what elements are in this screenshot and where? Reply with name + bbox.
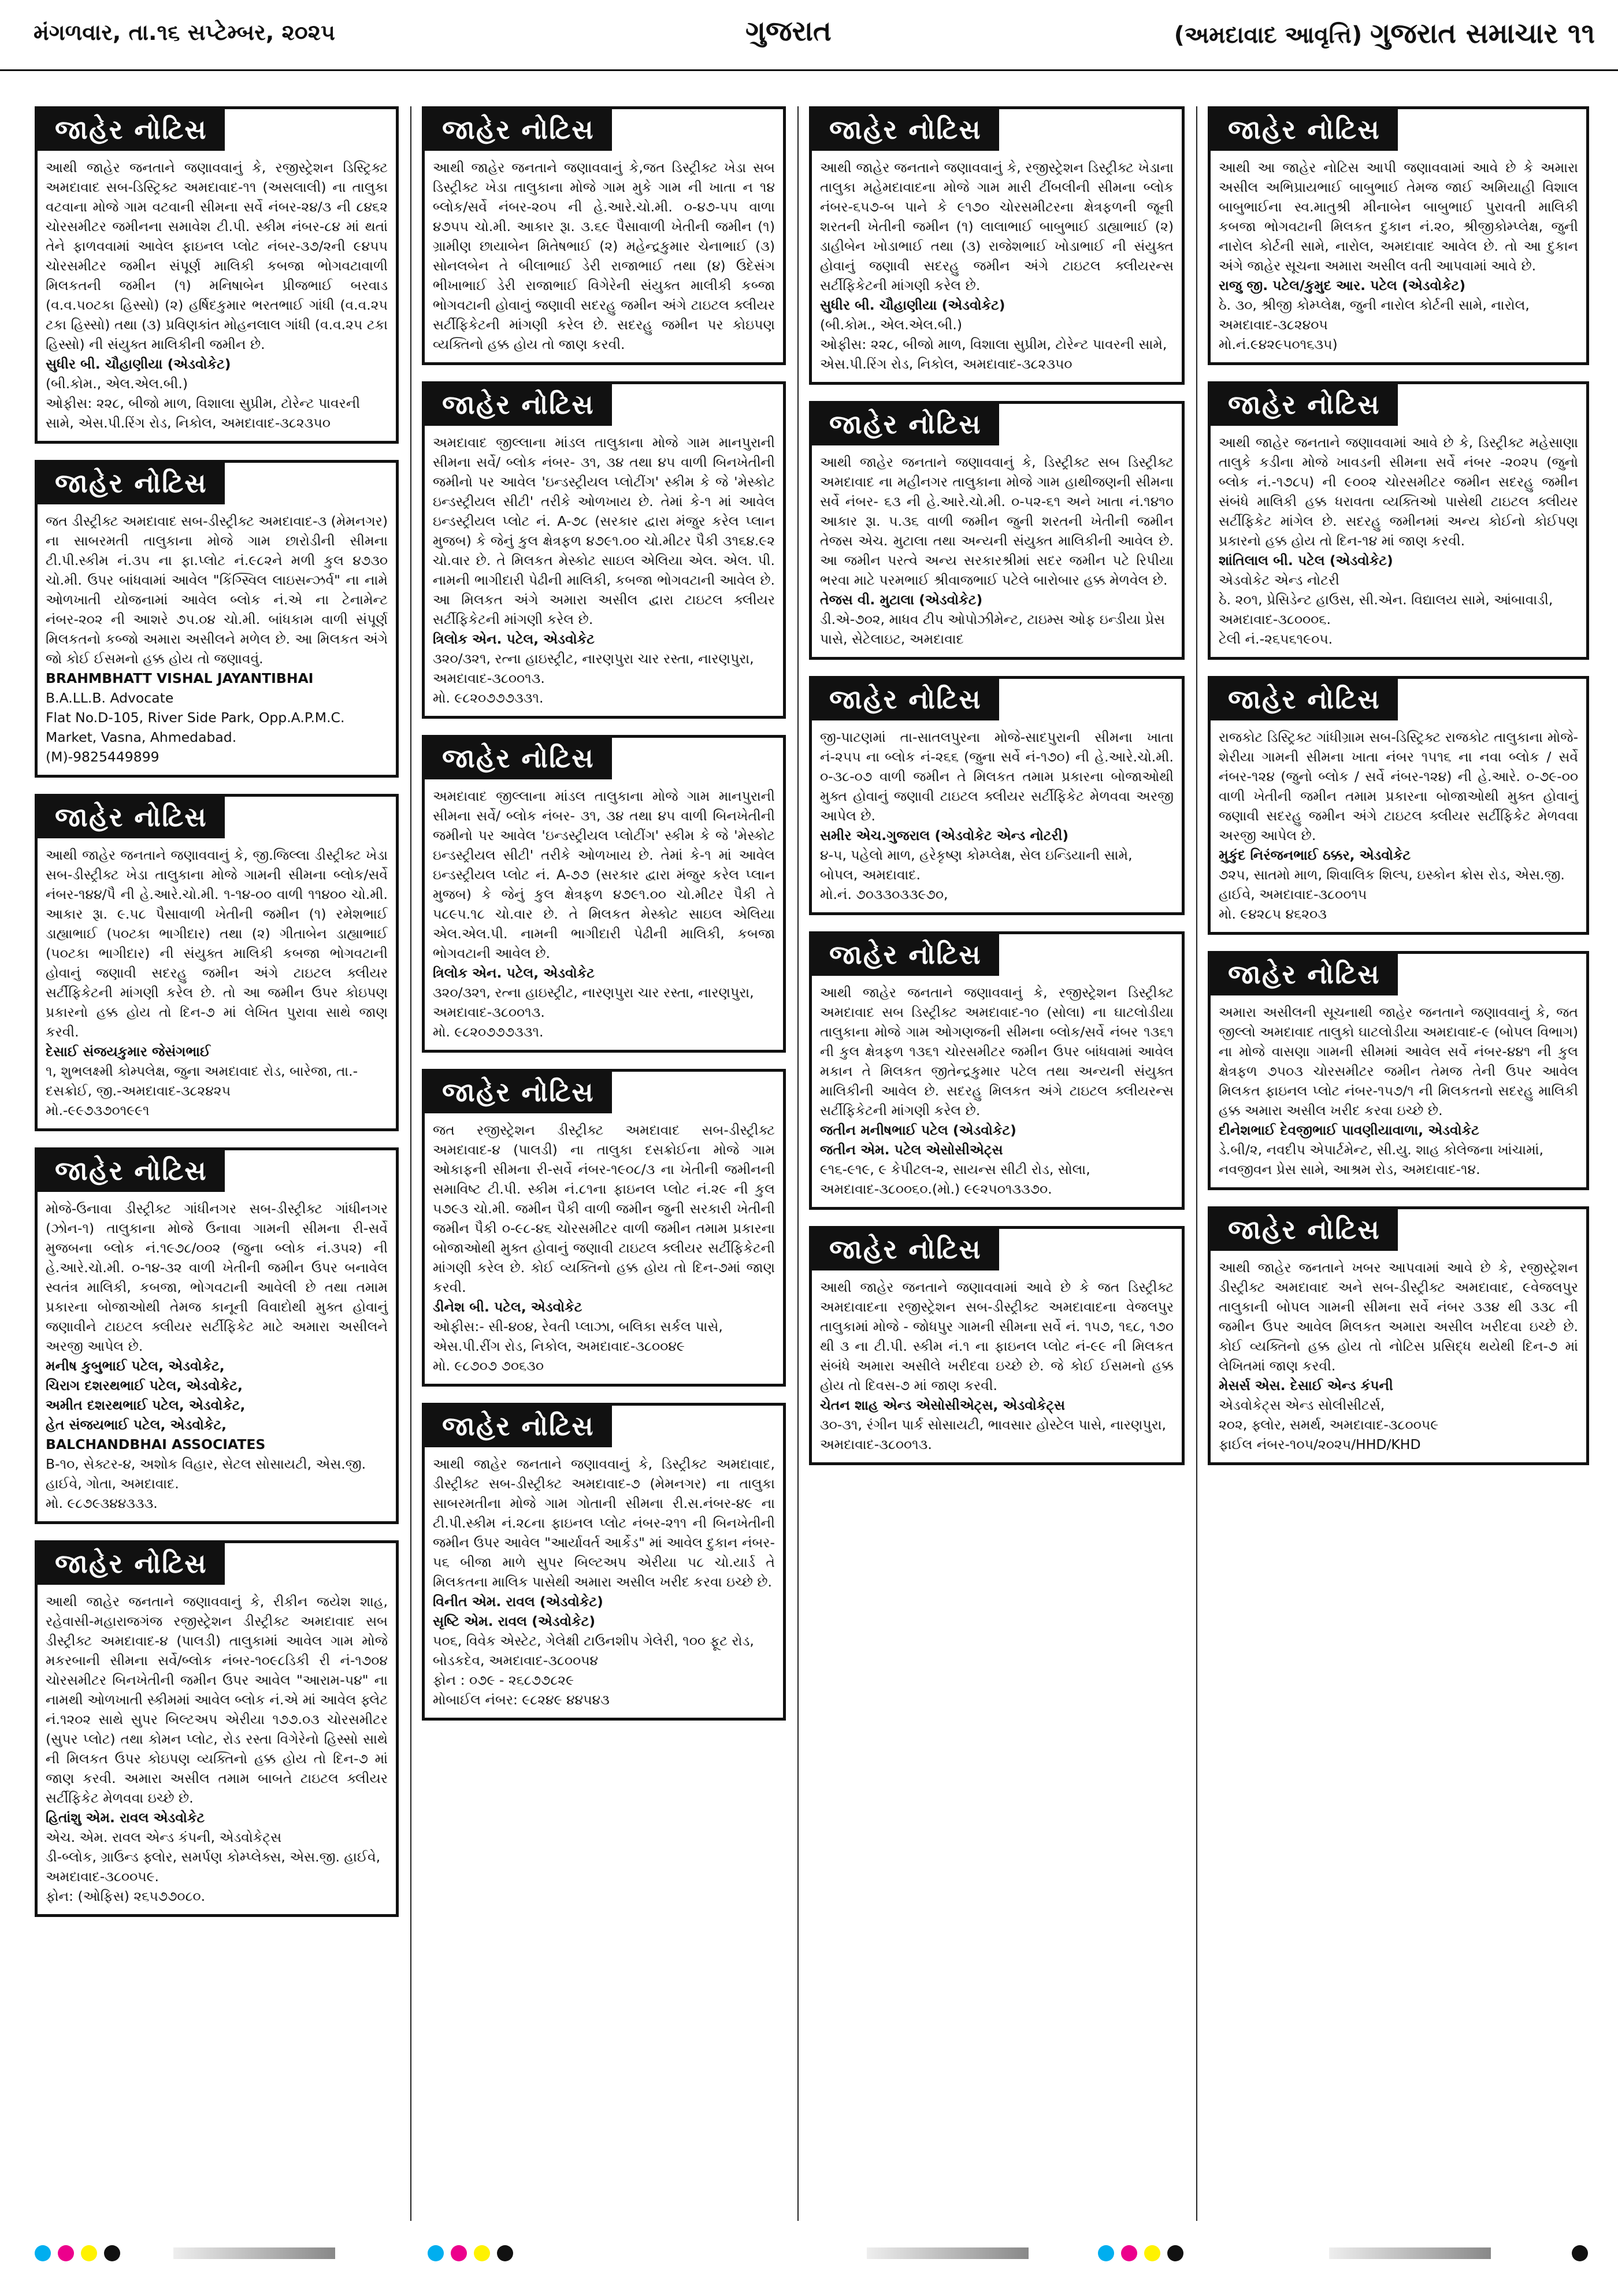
advocate-address: ૧, શુભલક્ષ્મી કોમ્પલેક્ષ, જુના અમદાવાદ રોડ, બારેજા, તા.-દસક્રોઈ, જી.-અમદાવાદ-૩૮૨૪૨૫ મો.-૯૯૭૩૭૦૧૯૯૧ (46, 1063, 358, 1119)
notice-body: આથી જાહેર જનતાને જણાવવાનું કે, ડિસ્ટ્રીક્ટ સબ ડિસ્ટ્રીક્ટ અમદાવાદ ના મહીનગર તાલુકાના મોજે ગામ હાથીજણની સીમના સર્વે નંબર- ૬૩ ની હે.આરે.ચો.મી. ૦-૫૨-૬૧ અને ખાતા નં.૧૪૧૦ આકાર રૂા. ૫.૩૬ વાળી જમીન જુની શરતની ખેતીની જમીન તેજસ એચ. મુટાલા તથા અન્યની સંયુક્ત માલિકીની આવેલ છે. આ જમીન પરત્વે અન્ય સરકારશ્રીમાં સદર જમીન પટે રિપીયા ભરવા માટે પરમભાઈ શ્રીવાજભાઈ પટેલે બારોબાર હક્ક મેળવેલ છે. (820, 454, 1174, 588)
advocate-address: ૩૨૦/૩૨૧, રત્ના હાઇસ્ટ્રીટ, નારણપુરા ચાર રસ્તા, નારણપુરા, અમદાવાદ-૩૮૦૦૧૩. મો. ૯૮૨૦૭૭૭૩૩૧. (433, 984, 754, 1040)
grey-gradient-bar (867, 2247, 1029, 2259)
column-1 (35, 106, 399, 2221)
advocate-address: એડવોકેટ એન્ડ નોટરી ઠે. ૨૦૧, પ્રેસિડેન્ટ હાઉસ, સી.એન. વિદ્યાલય સામે, આંબાવાડી, અમદાવાદ-૩૮૦૦૦૬. ટેલી નં.-૨૬૫૬૧૯૦૫. (1219, 572, 1553, 647)
registration-dot-magenta (58, 2245, 74, 2261)
notice-body: જત રજીસ્ટ્રેશન ડીસ્ટ્રીક્ટ અમદાવાદ સબ-ડીસ્ટ્રીક્ટ અમદાવાદ-૪ (પાલડી) ના તાલુકા દસક્રોઈના મોજે ગામ ઓકાફની સીમના રી-સર્વે નંબર-૧૯૦૮/૩ ના ખેતીની જમીનની સમાવિષ્ટ ટી.પી. સ્કીમ નં.૮૧ના ફાઇનલ પ્લોટ નં.૨૯ ની કુલ ૫૭૯૩ ચો.મી. જમીન પૈકી વાળી જમીન જુની સરકારી ખેતીની જમીન પૈકી ૦-૯૮-૪૬ ચોરસમીટર વાળી જમીન તમામ પ્રકારના બોજાઓથી મુક્ત હોવાનું જણાવી ટાઇટલ ક્લીયર સર્ટીફિકેટની માંગણી કરેલ છે. કોઈ વ્યક્તિનો હક્ક હોય તો દિન-૭માં જાણ કરવી. (433, 1122, 775, 1295)
advocate-signature: ડીનેશ બી. પટેલ, એડવોકેટ (433, 1299, 582, 1315)
public-notice (1208, 951, 1589, 1190)
advocate-address: ૫૦૬, વિવેક એસ્ટેટ, ગેલેક્ષી ટાઉનશીપ ગેલેરી, ૧૦૦ ફૂટ રોડ, બોડકદેવ, અમદાવાદ-૩૮૦૦૫૪ ફોન : ૦૭૯ - ૨૬૮૭૭૮૨૯ મોબાઈલ નંબર: ૯૮૨૪૯ ૪૪૫૪૩ (433, 1633, 754, 1708)
issue-date: મંગળવાર, તા.૧૬ સપ્ટેમ્બર, ૨૦૨૫ (34, 20, 335, 45)
edition-label (1174, 17, 1595, 50)
notice-body: અમદાવાદ જીલ્લાના માંડલ તાલુકાના મોજે ગામ માનપુરાની સીમના સર્વે/ બ્લોક નંબર- ૩૧, ૩૪ તથા ૪૫ વાળી બિનખેતીની જમીનો પર આવેલ 'ઇન્ડસ્ટ્રીયલ પ્લોટીંગ' સ્કીમ કે જે 'મેસ્કોટ ઇન્ડસ્ટ્રીયલ સીટી' તરીકે ઓળખાય છે. તેમાં કે-૧ માં આવેલ ઇન્ડસ્ટ્રીયલ પ્લોટ નં. A-૭૮ (સરકાર દ્વારા મંજુર કરેલ પ્લાન મુજબ) કે જેનું કુલ ક્ષેત્રફળ ૪૭૯૧.૦૦ ચો.મીટર પૈકી ૩૧૬૪.૯૨ ચો.વાર છે. તે મિલકત મેસ્કોટ સાઇલ એલિયા એલ. એલ. પી. નામની ભાગીદારી પેઢીની માલિકી, કબજા ભોગવટાની આવેલ છે. આ મિલકત અંગે અમારા અસીલ દ્વારા ટાઇટલ ક્લીયર સર્ટીફિકેટની માંગણી કરેલ છે. (433, 434, 775, 627)
public-notice (809, 931, 1185, 1210)
public-notice (1208, 381, 1589, 660)
advocate-address: B.A.LL.B. Advocate Flat No.D-105, River Side Park, Opp.A.P.M.C. Market, Vasna, Ahmedabad. (M)-9825449899 (46, 690, 345, 765)
registration-dot-black (104, 2245, 120, 2261)
column-2 (422, 106, 786, 2221)
notice-heading: જાહેર નોટિસ (38, 1150, 225, 1192)
notice-body: રાજકોટ ડિસ્ટ્રિક્ટ ગાંધીગ્રામ સબ-ડિસ્ટ્રિક્ટ રાજકોટ તાલુકાના મોજે-શેરીયા ગામની સીમના ખાતા નંબર ૧૫૧૬ ના નવા બ્લોક / સર્વે નંબર-૧૨૪ (જુનો બ્લોક / સર્વે નંબર-૧૨૪) ની હે.આરે. ૦-૭૯-૦૦ વાળી ખેતીની જમીન તમામ પ્રકારના બોજાઓથી મુક્ત હોવાનું જણાવી સદરહુ જમીન અંગે ટાઇટલ ક્લીયર સર્ટીફિકેટ મેળવવા અરજી આપેલ છે. (1219, 729, 1578, 844)
advocate-signature: રાજુ જી. પટેલ/કુમુદ આર. પટેલ (એડવોકેટ) (1219, 277, 1466, 293)
registration-dot-cyan (1098, 2245, 1114, 2261)
notice-heading: જાહેર નોટિસ (38, 109, 225, 151)
advocate-signature: જતીન મનીષભાઈ પટેલ (એડવોકેટ) જતીન એમ. પટેલ એસોસીએટ્સ (820, 1122, 1016, 1158)
registration-dot-cyan (428, 2245, 444, 2261)
public-notice (422, 1403, 786, 1721)
advocate-signature: શાંતિલાલ બી. પટેલ (એડવોકેટ) (1219, 552, 1393, 569)
grey-gradient-bar (1329, 2247, 1491, 2259)
notice-heading: જાહેર નોટિસ (812, 1229, 999, 1270)
notice-heading: જાહેર નોટિસ (812, 679, 999, 720)
advocate-address: એડવોકેટ્સ એન્ડ સોલીસીટર્સ, ૨૦૨, ફ્લોર, સમર્થ, અમદાવાદ-૩૮૦૦૫૯ ફાઈલ નંબર-૧૦૫/૨૦૨૫/HHD/KHD (1219, 1397, 1439, 1452)
notice-heading: જાહેર નોટિસ (1211, 679, 1398, 720)
advocate-signature: મેસર્સ એસ. દેસાઈ એન્ડ કંપની (1219, 1377, 1393, 1394)
public-notice (422, 106, 786, 365)
advocate-signature: દીનેશભાઈ દેવજીભાઈ પાવણીયાવાળા, એડવોકેટ (1219, 1122, 1479, 1138)
advocate-signature: BRAHMBHATT VISHAL JAYANTIBHAI (46, 670, 314, 686)
notice-body: અમારા અસીલની સૂચનાથી જાહેર જનતાને જણાવવાનું કે, જત જીલ્લો અમદાવાદ તાલુકો ઘાટલોડીયા અમદાવાદ-૯ (બોપલ વિભાગ) ના મોજે વાસણા ગામની સીમમાં આવેલ સર્વે નંબર-૪૪૧ ની કુલ ક્ષેત્રફળ ૭૫૦૩ ચોરસમીટર જમીન તેમજ તેની ઉપર આવેલ મિલકત ફાઇનલ પ્લોટ નંબર-૧૫૭/૧ ની મિલકતનો સદરહુ માલિકી હક્ક અમારા અસીલ ખરીદ કરવા ઇચ્છે છે. (1219, 1004, 1578, 1119)
edition-name: (અમદાવાદ આવૃત્તિ) (1174, 22, 1363, 49)
public-notice (1208, 676, 1589, 935)
advocate-signature: સુધીર બી. ચૌહાણીયા (એડવોકેટ) (46, 356, 231, 372)
public-notice (809, 106, 1185, 385)
public-notice (809, 401, 1185, 660)
column-4 (1208, 106, 1589, 2221)
column-divider (797, 106, 799, 2221)
notice-heading: જાહેર નોટિસ (812, 934, 999, 976)
notice-heading: જાહેર નોટિસ (425, 109, 612, 151)
notice-heading: જાહેર નોટિસ (38, 1543, 225, 1585)
notice-body: આથી જાહેર જનતાને જણાવવાનું કે, રજીસ્ટ્રેશન ડિસ્ટ્રીક્ટ અમદાવાદ સબ ડિસ્ટ્રીક્ટ અમદાવાદ-૧૦ (સોલા) ના ઘાટલોડીયા તાલુકાના મોજે ગામ ઓગણજની સીમના બ્લોક/સર્વે નંબર ૧૩૬૧ ની કુલ ક્ષેત્રફળ ૧૩૬૧ ચોરસમીટર જમીન ઉપર બાંધવામાં આવેલ મકાન તે મિલકત જીતેન્દ્રકુમાર પટેલ તથા અન્યની સંયુક્ત માલિકીની આવેલ છે. સદરહુ મિલકત અંગે ટાઇટલ ક્લીયરન્સ સર્ટીફિકેટની માંગણી કરેલ છે. (820, 984, 1174, 1119)
advocate-signature: સુધીર બી. ચૌહાણીયા (એડવોકેટ) (820, 297, 1005, 313)
advocate-address: ૭૨૫, સાતમો માળ, શિવાલિક શિલ્પ, ઇસ્કોન ક્રોસ રોડ, એસ.જી. હાઈવે, અમદાવાદ-૩૮૦૦૧૫ મો. ૯૪૨૮૫ ૪૬૨૦૩ (1219, 867, 1565, 922)
notice-body: આથી જાહેર જનતાને જણાવવાનું કે, રીકીન જયેશ શાહ, રહેવાસી-મહારાજગંજ રજીસ્ટ્રેશન ડીસ્ટ્રીક્ટ અમદાવાદ સબ ડીસ્ટ્રીક્ટ અમદાવાદ-૪ (પાલડી) તાલુકામાં આવેલ ગામ મોજે મકરબાની સીમના સર્વે/બ્લોક નંબર-૧૦૯૮ડિકી રી નં-૧૭૦૪ ચોરસમીટર બિનખેતીની જમીન ઉપર આવેલ "આરામ-૫૪" ના નામથી ઓળખાતી સ્કીમમાં આવેલ બ્લોક નં.એ માં આવેલ ફ્લેટ નં.૧૨૦૨ સાથે સુપર બિલ્ટઅપ એરીયા ૧૭૭.૦૩ ચોરસમીટર (સુપર પ્લોટ) તથા કોમન પ્લોટ, રોડ રસ્તા વિગેરેનો હિસ્સો સાથે ની મિલકત ઉપર કોઇપણ વ્યક્તિનો હક્ક હોય તો દિન-૭ માં જાણ કરવી. અમારા અસીલ તમામ બાબતે ટાઇટલ ક્લીયર સર્ટીફિકેટ મેળવવા ઇચ્છે છે. (46, 1593, 388, 1806)
advocate-signature: ત્રિલોક એન. પટેલ, એડવોકેટ (433, 631, 595, 647)
public-notice (35, 106, 399, 444)
advocate-signature: મનીષ કુબુભાઈ પટેલ, એડવોકેટ, ચિરાગ દશરથભાઈ પટેલ, એડવોકેટ, અમીત દશરથભાઈ પટેલ, એડવોકેટ, હેત સંજયભાઈ પટેલ, એડવોકેટ, BALCHANDBHAI ASSOCIATES (46, 1358, 266, 1452)
advocate-signature: ચેતન શાહ એન્ડ એસોસીએટ્સ, એડવોકેટ્સ (820, 1397, 1066, 1413)
notice-heading: જાહેર નોટિસ (812, 404, 999, 445)
notice-heading: જાહેર નોટિસ (425, 1406, 612, 1447)
notice-body: આથી જાહેર જનતાને જણાવવાનું કે,જત ડિસ્ટ્રીક્ટ ખેડા સબ ડિસ્ટ્રીક્ટ ખેડા તાલુકાના મોજે ગામ મુકે ગામ ની ખાતા ન ૧૪ બ્લોક/સર્વે નંબર-૨૦૫ ની હે.આરે.ચો.મી. ૦-૪૭-૫૫ વાળા ૪૭૫૫ ચો.મી. આકાર રૂા. ૩.૬૯ પૈસાવાળી ખેતીની જમીન (૧) ગ્રામીણ છાયાબેન મિતેષભાઈ (૨) મહેન્દ્રકુમાર ચેનાભાઈ (૩) સોનલબેન તે બીલાભાઈ ડેરી રાજાભાઈ તથા (૪) ઉદેસંગ ભીખાભાઈ ડેરી રાજાભાઈ વિગેરેની સંયુક્ત માલીકી કબ્જા ભોગવટાની હોવાનું જણાવી સદરહુ જમીન અંગે ટાઇટલ ક્લીયર સર્ટીફિકેટની માંગણી કરેલ છે. સદરહુ જમીન પર કોઇપણ વ્યક્તિનો હક્ક હોય તો જાણ કરવી. (433, 159, 775, 352)
advocate-signature: વિનીત એમ. રાવલ (એડવોકેટ) સૃષ્ટિ એમ. રાવલ (એડવોકેટ) (433, 1593, 603, 1629)
section-title: ગુજરાત (745, 15, 832, 47)
public-notice (35, 460, 399, 778)
public-notice (422, 381, 786, 719)
notice-body: જત ડીસ્ટ્રીક્ટ અમદાવાદ સબ-ડીસ્ટ્રીક્ટ અમદાવાદ-૩ (મેમનગર) ના સાબરમતી તાલુકાના મોજે ગામ છારોડીની સીમના ટી.પી.સ્કીમ નં.૩૫ ના ફા.પ્લોટ નં.૯૮૨ને મળી કુલ ૪૭૩૦ ચો.મી. ઉપર બાંધવામાં આવેલ "કિંગ્સ્વિલ લાઇસન્ઝર્વ" ના નામે ઓળખાતી યોજનામાં આવેલ બ્લોક નં.એ ના ટેનામેન્ટ નંબર-૨૦૨ ની આશરે ૭૫.૦૪ ચો.મી. બાંધકામ વાળી સંપૂર્ણ મિલકતનો કબ્જો અમારા અસીલને મળેલ છે. આ મિલકત અંગે જો કોઈ ઈસમનો હક્ક હોય તો જણાવવું. (46, 513, 388, 667)
notice-heading: જાહેર નોટિસ (812, 109, 999, 151)
notice-heading: જાહેર નોટિસ (425, 384, 612, 426)
notice-body: આથી જાહેર જનતાને ખબર આપવામાં આવે છે કે, રજીસ્ટ્રેશન ડીસ્ટ્રીક્ટ અમદાવાદ અને સબ-ડીસ્ટ્રીક્ટ અમદાવાદ, ૯વેજલપુર તાલુકાની બોપલ ગામની સીમના સર્વે નંબર ૩૩૪ થી ૩૩૮ ની જમીન ઉપર આવેલ મિલકત અમારા અસીલ ખરીદવા ઇચ્છે છે. કોઈ વ્યક્તિનો હક્ક હોય તો નોટિસ પ્રસિદ્ધ થયેથી દિન-૭ માં લેખિતમાં જાણ કરવી. (1219, 1260, 1578, 1374)
notice-heading: જાહેર નોટિસ (1211, 1209, 1398, 1251)
registration-dot-black (1167, 2245, 1183, 2261)
grey-gradient-bar (173, 2247, 335, 2259)
advocate-signature: ત્રિલોક એન. પટેલ, એડવોકેટ (433, 965, 595, 981)
registration-dot-yellow (81, 2245, 97, 2261)
registration-dot-magenta (1121, 2245, 1137, 2261)
registration-dot-magenta (451, 2245, 467, 2261)
notice-body: આથી જાહેર જનતાને જણાવવાનું કે, ડિસ્ટ્રીક્ટ અમદાવાદ, ડીસ્ટ્રીક્ટ સબ-ડીસ્ટ્રીક્ટ અમદાવાદ-૭ (મેમનગર) ના તાલુકા સાબરમતીના મોજે ગામ ગોતાની સીમના રી.સ.નંબર-૪૯ ના ટી.પી.સ્કીમ નં.૨૮ના ફાઇનલ પ્લોટ નંબર-૨૧૧ ની બિનખેતીની જમીન ઉપર આવેલ "આર્યાવર્ત આર્કેડ" માં આવેલ દુકાન નંબર- ૫૬ બીજા માળે સુપર બિલ્ટઅપ એરીયા ૫૮ ચો.યાર્ડ તે મિલકતના માલિક પાસેથી અમારા અસીલ ખરીદ કરવા ઇચ્છે છે. (433, 1456, 775, 1590)
advocate-address: ૯૧૬-૯૧૯, ૯ કેપીટલ-૨, સાયન્સ સીટી રોડ, સોલા, અમદાવાદ-૩૮૦૦૬૦.(મો.) ૯૯૨૫૦૧૩૩૭૦. (820, 1161, 1090, 1197)
advocate-signature: મુકુંદ નિરંજનભાઈ ઠક્કર, એડવોકેટ (1219, 847, 1411, 863)
public-notice (809, 676, 1185, 915)
notice-heading: જાહેર નોટિસ (38, 463, 225, 504)
public-notice (809, 1226, 1185, 1465)
notice-body: આથી જાહેર જનતાને જણાવવાનું કે, રજીસ્ટ્રેશન ડિસ્ટ્રિક્ટ અમદાવાદ સબ-ડિસ્ટ્રિક્ટ અમદાવાદ-૧૧ (અસલાલી) ના તાલુકા વટવાના મોજે ગામ વટવાની સીમના સર્વે નંબર-૨૪/૩ ની ૮૪૬૨ ચોરસમીટર જમીનના સમાવેશ ટી.પી. સ્કીમ નંબર-૮૪ માં થતાં તેને ફાળવવામાં આવેલ ફાઇનલ પ્લોટ નંબર-૩૭/૨ની ૯૪૫૫ ચોરસમીટર જમીન સંપૂર્ણ માલિકી કબજા ભોગવટાવાળી મિલકતની જમીન (૧) મનિષાબેન પ્રીજભાઈ બરવાડ (વ.વ.૫૦ટકા હિસ્સો) (૨) હર્ષિદકુમાર ભરતભાઈ ગાંધી (વ.વ.૨૫ ટકા હિસ્સો) તથા (૩) પ્રવિણકાંત મોહનલાલ ગાંધી (વ.વ.૨૫ ટકા હિસ્સો) ની સંયુક્ત માલિકીની જમીન છે. (46, 159, 388, 352)
notice-body: આથી આ જાહેર નોટિસ આપી જણાવવામાં આવે છે કે અમારા અસીલ અભિપ્રાયભાઈ બાબુભાઈ તેમજ જાઈ અમિયાહી વિશાલ બાબુભાઈના સ્વ.માતુશ્રી મીનાબેન બાબુભાઈ પુરાવતી માલિકી કબજા ભોગવટાની મિલકત દુકાન નં.૨૦, શ્રીજીકોમ્પ્લેક્ષ, જુની નારોલ કોર્ટની સામે, નારોલ, અમદાવાદ આવેલ છે. તો આ દુકાન અંગે જાહેર સૂચના અમારા અસીલ વતી આપવામાં આવે છે. (1219, 159, 1578, 274)
notice-heading: જાહેર નોટિસ (38, 797, 225, 838)
registration-dot-black (497, 2245, 513, 2261)
page-header (0, 0, 1618, 71)
registration-dot-cyan (35, 2245, 51, 2261)
advocate-address: (બી.કોમ., એલ.એલ.બી.) ઓફીસ: ૨૨૮, બીજો માળ, વિશાલા સુપ્રીમ, ટોરેન્ટ પાવરની સામે, એસ.પી.રિંગ રોડ, નિકોલ, અમદાવાદ-૩૮૨૩૫૦ (46, 376, 361, 431)
notice-heading: જાહેર નોટિસ (425, 1072, 612, 1113)
advocate-address: B-૧૦, સેક્ટર-૪, અશોક વિહાર, સેટલ સોસાયટી, એસ.જી. હાઈવે, ગોતા, અમદાવાદ. મો. ૯૮૭૯૩૪૪૩૩૩. (46, 1456, 366, 1511)
notice-heading: જાહેર નોટિસ (1211, 384, 1398, 426)
notice-heading: જાહેર નોટિસ (425, 738, 612, 779)
print-registration-strip (0, 2242, 1618, 2265)
advocate-address: ૪-૫, પહેલો માળ, હરેકૃષ્ણ કોમ્પ્લેક્ષ, સેલ ઇન્ડિયાની સામે, બોપલ, અમદાવાદ. મો.નં. ૭૦૩૩૦૩૩૯૭૦, (820, 847, 1133, 902)
advocate-signature: હિતાંશુ એમ. રાવલ એડવોકેટ (46, 1810, 205, 1826)
notice-body: આથી જાહેર જનતાને જણાવવામાં આવે છે કે, ડિસ્ટ્રીક્ટ મહેસાણા તાલુકે કડીના મોજે ખાવડની સીમના સર્વે નંબર -૨૦૨૫ (જુનો બ્લોક નં.-૧૭૮૫) ની ૯૦૦૨ ચોરસમીટર જમીન સદરહુ જમીન સંબંધે માલિકી હક્ક ધરાવતા વ્યક્તિઓ પાસેથી ટાઇટલ ક્લીયર સર્ટીફિકેટ માંગેલ છે. સદરહુ જમીનમાં અન્ય કોઈનો કોઈપણ પ્રકારનો હક્ક હોય તો દિન-૧૪ માં જાણ કરવી. (1219, 434, 1578, 549)
advocate-address: ડે.બી/૨, નવદીપ એપાર્ટમેન્ટ, સી.યુ. શાહ કોલેજના ખાંચામાં, નવજીવન પ્રેસ સામે, આશ્રમ રોડ, અમદાવાદ-૧૪. (1219, 1142, 1543, 1177)
notice-body: આથી જાહેર જનતાને જણાવવામાં આવે છે કે જત ડિસ્ટ્રીક્ટ અમદાવાદના રજીસ્ટ્રેશન સબ-ડીસ્ટ્રીક્ટ અમદાવાદના વેજલપુર તાલુકામાં મોજે - જોધપુર ગામની સીમના સર્વે નં. ૧૫૭, ૧૬૮, ૧૭૦ થી ૩ ના ટી.પી. સ્કીમ નં.૧ ના ફાઇનલ પ્લોટ નં-૯૯ ની મિલકત સંબંધે અમારા અસીલે ખરીદવા ઇચ્છે છે. જે કોઈ ઈસમનો હક્ક હોય તો દિવસ-૭ માં જાણ કરવી. (820, 1279, 1174, 1394)
notice-body: આથી જાહેર જનતાને જણાવવાનું કે, જી.જિલ્લા ડીસ્ટ્રીક્ટ ખેડા સબ-ડીસ્ટ્રીક્ટ ખેડા તાલુકાના મોજે ગામની સીમના બ્લોક/સર્વે નંબર-૧૪૪/પૈ ની હે.આરે.ચો.મી. ૧-૧૪-૦૦ વાળી ૧૧૪૦૦ ચો.મી. આકાર રૂા. ૯.૫૮ પૈસાવાળી ખેતીની જમીન (૧) રમેશભાઈ ડાહ્યાભાઈ (૫૦ટકા ભાગીદાર) તથા (૨) ગીતાબેન ડાહ્યાભાઈ (૫૦ટકા ભાગીદાર) ની સંયુક્ત માલિકી કબજા ભોગવટાની હોવાનું જણાવી સદરહુ જમીન અંગે ટાઇટલ ક્લીયર સર્ટીફિકેટની માંગણી કરેલ છે. તો આ જમીન ઉપર કોઇપણ પ્રકારનો હક્ક હોય તો દિન-૭ માં લેખિત પુરાવા સાથે જાણ કરવી. (46, 847, 388, 1040)
advocate-address: એચ. એમ. રાવલ એન્ડ કંપની, એડવોકેટ્સ ડી-બ્લોક, ગ્રાઉન્ડ ફ્લોર, સમર્પણ કોમ્પ્લેક્સ, એસ.જી. હાઈવે, અમદાવાદ-૩૮૦૦૫૯. ફોન: (ઓફિસ) ૨૬૫૭૭૦૮૦. (46, 1829, 381, 1904)
public-notice (35, 794, 399, 1131)
advocate-address: ઓફીસ:- સી-૪૦૪, રેવતી પ્લાઝા, બલિકા સર્કલ પાસે, એસ.પી.રીંગ રોડ, નિકોલ, અમદાવાદ-૩૮૦૦૪૯ મો. ૯૮૭૦૭ ૭૦૬૩૦ (433, 1318, 723, 1374)
notice-heading: જાહેર નોટિસ (1211, 109, 1398, 151)
advocate-address: ઠે. ૩૦, શ્રીજી કોમ્પ્લેક્ષ, જુની નારોલ કોર્ટની સામે, નારોલ, અમદાવાદ-૩૮૨૪૦૫ મો.નં.૯૪૨૯૫૦૧૬૩૫) (1219, 297, 1530, 352)
notice-body: મોજે-ઉનાવા ડીસ્ટ્રીક્ટ ગાંધીનગર સબ-ડીસ્ટ્રીક્ટ ગાંધીનગર (ઝોન-૧) તાલુકાના મોજે ઉનાવા ગામની સીમના રી-સર્વે મુજબના બ્લોક નં.૧૯૭૮/૦૦૨ (જુના બ્લોક નં.૩૫૨) ની હે.આરે.ચો.મી. ૦-૧૪-૩૨ વાળી ખેતીની જમીન ઉપર બનાવેલ સ્વતંત્ર માલિકી, કબજા, ભોગવટાની આવેલી છે તથા તમામ પ્રકારના બોજાઓથી તેમજ કાનૂની વિવાદોથી મુક્ત હોવાનું જણાવીને ટાઇટલ ક્લીયર સર્ટીફિકેટ માટે અમારા અસીલને અરજી આપેલ છે. (46, 1201, 388, 1354)
advocate-address: (બી.કોમ., એલ.એલ.બી.) ઓફીસ: ૨૨૮, બીજો માળ, વિશાલા સુપ્રીમ, ટોરેન્ટ પાવરની સામે, એસ.પી.રિંગ રોડ, નિકોલ, અમદાવાદ-૩૮૨૩૫૦ (820, 317, 1167, 372)
registration-dot-yellow (474, 2245, 490, 2261)
registration-dot-yellow (1144, 2245, 1160, 2261)
advocate-address: ૩૨૦/૩૨૧, રત્ના હાઇસ્ટ્રીટ, નારણપુરા ચાર રસ્તા, નારણપુરા, અમદાવાદ-૩૮૦૦૧૩. મો. ૯૮૨૦૭૭૭૩૩૧. (433, 651, 754, 706)
public-notice (1208, 106, 1589, 365)
advocate-address: ૩૦-૩૧, રંગીન પાર્ક સોસાયટી, ભાવસાર હોસ્ટેલ પાસે, નારણપુરા, અમદાવાદ-૩૮૦૦૧૩. (820, 1417, 1167, 1452)
advocate-signature: દેસાઈ સંજયકુમાર જેસંગભાઈ (46, 1043, 211, 1060)
public-notice (422, 735, 786, 1053)
notice-heading: જાહેર નોટિસ (1211, 954, 1398, 995)
notice-body: અમદાવાદ જીલ્લાના માંડલ તાલુકાના મોજે ગામ માનપુરાની સીમના સર્વે/ બ્લોક નંબર- ૩૧, ૩૪ તથા ૪૫ વાળી બિનખેતીની જમીનો પર આવેલ 'ઇન્ડસ્ટ્રીયલ પ્લોટીંગ' સ્કીમ કે જે 'મેસ્કોટ ઇન્ડસ્ટ્રીયલ સીટી' તરીકે ઓળખાય છે. તેમાં કે-૧ માં આવેલ ઇન્ડસ્ટ્રીયલ પ્લોટ નં. A-૭૭ (સરકાર દ્વારા મંજુર કરેલ પ્લાન મુજબ) કે જેનું કુલ ક્ષેત્રફળ ૪૭૯૧.૦૦ ચો.મીટર પૈકી તે ૫૮૯૫.૧૮ ચો.વાર છે. તે મિલકત મેસ્કોટ સાઇલ એલિયા એલ.એલ.પી. નામની ભાગીદારી પેઢીની માલિકી, કબજા ભોગવટાની આવેલ છે. (433, 788, 775, 961)
column-divider (1196, 106, 1197, 2221)
advocate-signature: સમીર એચ.ગુજરાલ (એડવોકેટ એન્ડ નોટરી) (820, 827, 1069, 844)
notice-body: જી-પાટણમાં તા-સાતલપુરના મોજે-સાદપુરાની સીમના ખાતા નં-૨૫૫ ના બ્લોક નં-૨૬૬ (જુના સર્વે નં-૧૭૦) ની હે.આરે.ચો.મી. ૦-૩૮-૦૭ વાળી જમીન તે મિલકત તમામ પ્રકારના બોજાઓથી મુક્ત હોવાનું જણાવી ટાઇટલ ક્લીયર સર્ટીફિકેટ મેળવવા અરજી આપેલ છે. (820, 729, 1174, 824)
advocate-signature: તેજસ વી. મુટાલા (એડવોકેટ) (820, 592, 983, 608)
public-notice (35, 1147, 399, 1524)
column-divider (410, 106, 411, 2221)
notice-body: આથી જાહેર જનતાને જણાવવાનું કે, રજીસ્ટ્રેશન ડિસ્ટ્રીક્ટ ખેડાના તાલુકા મહેમદાવાદના મોજે ગામ મારી ટીંબલીની સીમના બ્લોક નંબર-૬૫૭-બ પાને કે ૯૧૭૦ ચોરસમીટરના ક્ષેત્રફળની જૂની શરતની ખેતીની જમીન (૧) લાલાભાઈ બાબુભાઈ ડાહ્યાભાઈ (૨) ડાહીબેન ખોડાભાઈ તથા (૩) રાજેશભાઈ ખોડાભાઈ ની સંયુક્ત હોવાનું જણાવી સદરહુ જમીન અંગે ટાઇટલ ક્લીયરન્સ સર્ટીફિકેટની માંગણી કરેલ છે. (820, 159, 1174, 293)
public-notice (35, 1540, 399, 1917)
public-notice (422, 1069, 786, 1387)
column-3 (809, 106, 1185, 2221)
public-notice (1208, 1206, 1589, 1465)
paper-name: ગુજરાત સમાચાર ૧૧ (1370, 17, 1595, 50)
registration-dot-black (1572, 2245, 1588, 2261)
advocate-address: ડી.એ-૭૦૨, માધવ ટીપ ઓપોઝીમેન્ટ, ટાઇમ્સ ઓફ ઇન્ડીયા પ્રેસ પાસે, સેટેલાઇટ, અમદાવાદ (820, 611, 1165, 647)
